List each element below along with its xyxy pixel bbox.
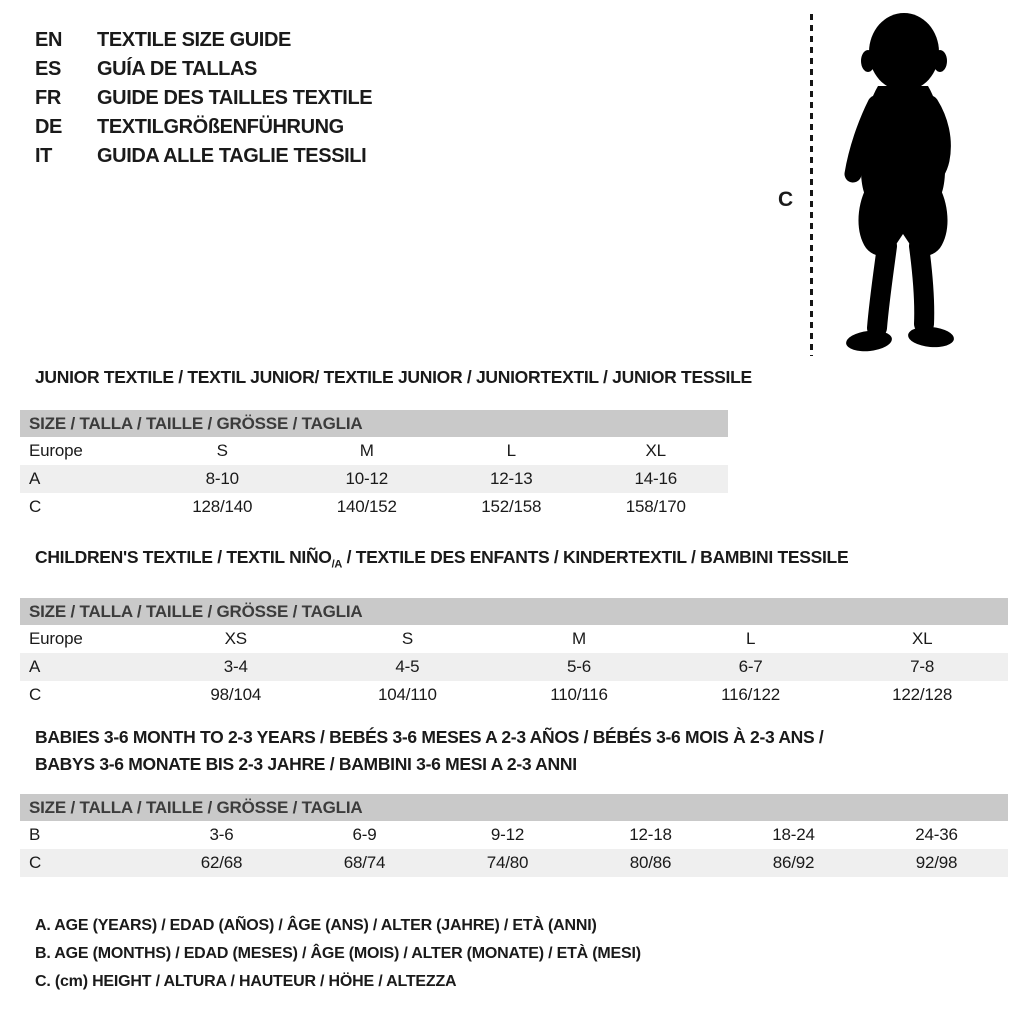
- language-row-fr: [35, 84, 372, 113]
- children-section: [20, 546, 1008, 709]
- language-row-de: [35, 113, 372, 142]
- children-row-height: [20, 681, 1008, 709]
- row-label: A: [29, 656, 41, 676]
- babies-section: [20, 724, 1008, 877]
- language-title-list: [35, 26, 372, 171]
- language-row-it: [35, 142, 372, 171]
- baby-silhouette-icon: [828, 8, 978, 360]
- height-cell: 140/152: [336, 497, 397, 516]
- age-cell: 4-5: [395, 656, 420, 676]
- language-title-en: TEXTILE SIZE GUIDE: [97, 29, 291, 51]
- junior-row-age: [20, 465, 728, 493]
- row-label: B: [29, 825, 41, 844]
- babies-title-line1: BABIES 3-6 MONTH TO 2-3 YEARS / BEBÉS 3-6 MESES A 2-3 AÑOS / BÉBÉS 3-6 MOIS À 2-3 ANS /: [35, 727, 824, 747]
- height-measure-dotted-line: [810, 14, 813, 356]
- language-code-it: IT: [35, 145, 52, 167]
- language-title-it: GUIDA ALLE TAGLIE TESSILI: [97, 145, 367, 167]
- size-cell: L: [745, 628, 756, 648]
- size-cell: XL: [911, 628, 933, 648]
- children-section-title: [35, 546, 1008, 576]
- age-cell: 12-18: [629, 825, 672, 844]
- junior-size-table: [20, 410, 728, 521]
- height-cell: 116/122: [721, 684, 780, 704]
- children-title-prefix: CHILDREN'S TEXTILE / TEXTIL NIÑO: [35, 547, 332, 567]
- height-cell: 128/140: [192, 497, 253, 516]
- language-code-es: ES: [35, 58, 61, 80]
- height-cell: 98/104: [210, 684, 262, 704]
- height-cell: 68/74: [343, 853, 386, 872]
- junior-section: [20, 366, 752, 521]
- language-code-en: EN: [35, 29, 62, 51]
- age-cell: 12-13: [490, 469, 533, 488]
- footnote-legend: [35, 912, 641, 996]
- children-table-header: SIZE / TALLA / TAILLE / GRÖSSE / TAGLIA: [20, 598, 1008, 625]
- age-cell: 3-6: [209, 825, 234, 844]
- height-cell: 80/86: [629, 853, 672, 872]
- row-label: Europe: [29, 441, 83, 460]
- junior-table-header: SIZE / TALLA / TAILLE / GRÖSSE / TAGLIA: [20, 410, 728, 437]
- size-cell: M: [572, 628, 586, 648]
- junior-row-europe: [20, 437, 728, 465]
- row-label: Europe: [29, 628, 83, 648]
- size-cell: XS: [224, 628, 247, 648]
- babies-title-line2: BABYS 3-6 MONATE BIS 2-3 JAHRE / BAMBINI 3-6 MESI A 2-3 ANNI: [35, 754, 577, 774]
- children-title-subscript: /A: [331, 558, 343, 571]
- junior-section-title: JUNIOR TEXTILE / TEXTIL JUNIOR/ TEXTILE JUNIOR / JUNIORTEXTIL / JUNIOR TESSILE: [35, 367, 752, 387]
- size-cell: XL: [645, 441, 666, 460]
- footnote-b: B. AGE (MONTHS) / EDAD (MESES) / ÂGE (MOIS) / ALTER (MONATE) / ETÀ (MESI): [35, 945, 641, 962]
- children-row-age: [20, 653, 1008, 681]
- age-cell: 10-12: [345, 469, 388, 488]
- language-code-fr: FR: [35, 87, 61, 109]
- footnote-c: C. (cm) HEIGHT / ALTURA / HAUTEUR / HÖHE / ALTEZZA: [35, 973, 457, 990]
- age-cell: 7-8: [910, 656, 935, 676]
- height-cell: 86/92: [772, 853, 815, 872]
- height-cell: 104/110: [377, 684, 437, 704]
- height-cell: 158/170: [625, 497, 686, 516]
- row-label: C: [29, 684, 42, 704]
- language-title-es: GUÍA DE TALLAS: [97, 58, 257, 80]
- babies-row-age: [20, 821, 1008, 849]
- age-cell: 9-12: [490, 825, 525, 844]
- age-cell: 6-9: [352, 825, 377, 844]
- language-title-de: TEXTILGRÖßENFÜHRUNG: [97, 116, 344, 138]
- age-cell: 8-10: [205, 469, 239, 488]
- height-cell: 62/68: [200, 853, 243, 872]
- language-row-en: [35, 26, 372, 55]
- age-cell: 14-16: [634, 469, 677, 488]
- height-cell: 110/116: [550, 684, 608, 704]
- age-cell: 24-36: [915, 825, 958, 844]
- footnote-a: A. AGE (YEARS) / EDAD (AÑOS) / ÂGE (ANS) / ALTER (JAHRE) / ETÀ (ANNI): [35, 917, 597, 934]
- height-cell: 122/128: [892, 684, 953, 704]
- babies-table-header: SIZE / TALLA / TAILLE / GRÖSSE / TAGLIA: [20, 794, 1008, 821]
- junior-row-height: [20, 493, 728, 521]
- babies-section-title: [35, 724, 1008, 778]
- babies-row-height: [20, 849, 1008, 877]
- height-cell: 74/80: [486, 853, 529, 872]
- row-label: A: [29, 469, 41, 488]
- age-cell: 18-24: [772, 825, 815, 844]
- age-cell: 3-4: [223, 656, 248, 676]
- language-row-es: [35, 55, 372, 84]
- size-cell: M: [359, 441, 374, 460]
- size-cell: L: [506, 441, 516, 460]
- row-label: C: [29, 497, 42, 516]
- size-cell: S: [216, 441, 228, 460]
- height-cell: 92/98: [915, 853, 958, 872]
- row-label: C: [29, 853, 42, 872]
- size-cell: S: [401, 628, 413, 648]
- age-cell: 5-6: [566, 656, 591, 676]
- children-size-table: [20, 598, 1008, 709]
- language-code-de: DE: [35, 116, 62, 138]
- height-cell: 152/158: [481, 497, 542, 516]
- children-title-suffix: / TEXTILE DES ENFANTS / KINDERTEXTIL / BAMBINI TESSILE: [342, 547, 849, 567]
- language-title-fr: GUIDE DES TAILLES TEXTILE: [97, 87, 373, 109]
- height-measure-label: C: [778, 188, 794, 211]
- children-row-europe: [20, 625, 1008, 653]
- baby-height-figure: [778, 8, 993, 362]
- age-cell: 6-7: [738, 656, 763, 676]
- babies-size-table: [20, 794, 1008, 877]
